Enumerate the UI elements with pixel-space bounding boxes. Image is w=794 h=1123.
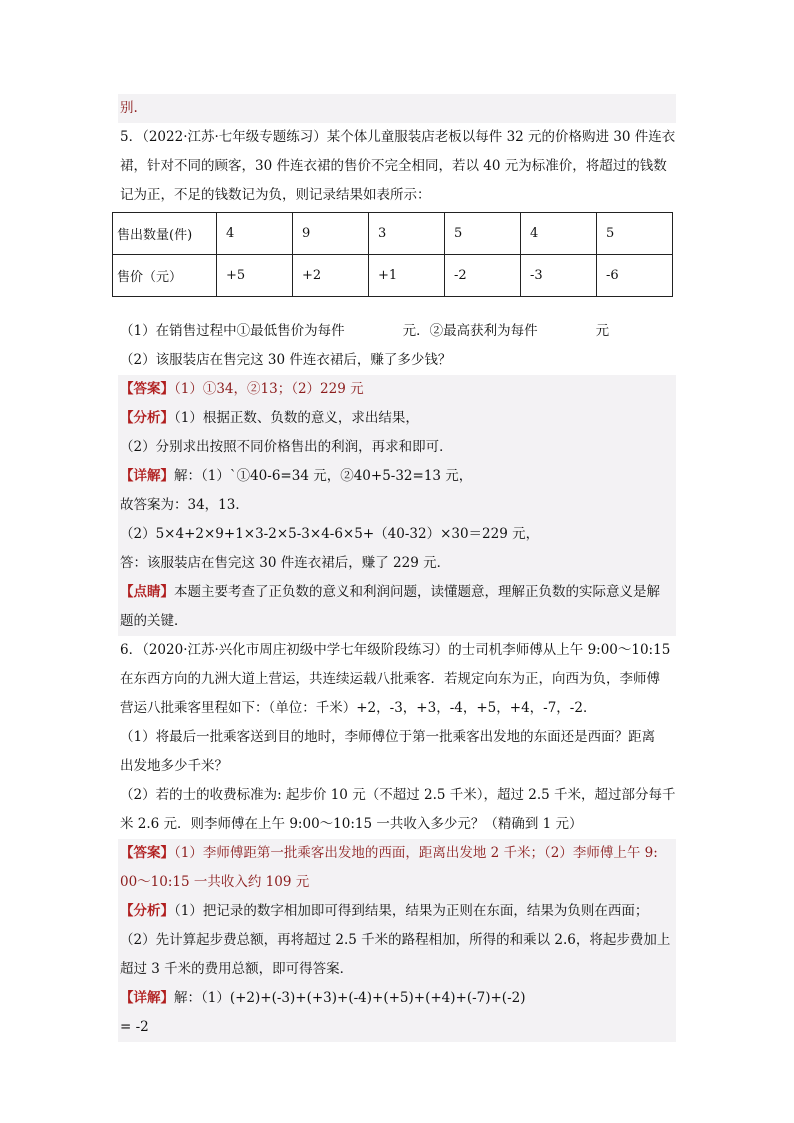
q6-stem-line: 在东西方向的九洲大道上营运，共连续运载八批乘客．若规定向东为正，向西为负，李师傅 <box>120 671 660 687</box>
q6-stem-line: 6．（2020·江苏·兴化市周庄初级中学七年级阶段练习）的士司机李师傅从上午 9:00～10:15 <box>120 642 671 658</box>
q5-stem-line: 5．（2022·江苏·七年级专题练习）某个体儿童服装店老板以每件 32 元的价格购进 30 件连衣 <box>120 129 676 145</box>
q5-analysis-line: （2）分别求出按照不同价格售出的利润，再求和即可． <box>120 439 453 455</box>
table-cell: -3 <box>521 255 597 297</box>
table-header-cell: 售出数量(件) <box>113 213 217 255</box>
q6-answer-line: 00～10:15 一共收入约 109 元 <box>120 874 310 890</box>
q6-analysis-line: （2）先计算起步费总额，再将超过 2.5 千米的路程相加，所得的和乘以 2.6，将起步费加上 <box>120 932 671 948</box>
q5-part1: （1）在销售过程中①最低售价为每件 元．②最高获利为每件 元 <box>120 323 610 339</box>
table-cell: 4 <box>521 213 597 255</box>
q5-detail: 【详解】解：（1）`①40-6=34 元，②40+5-32=13 元， <box>120 468 473 484</box>
table-cell: +1 <box>369 255 445 297</box>
q5-answer: 【答案】（1）①34，②13；（2）229 元 <box>120 381 364 397</box>
q5-detail-line: （2）5×4+2×9+1×3-2×5-3×4-6×5+（40-32）×30＝229 元， <box>120 526 540 542</box>
q5-detail-line: 答：该服装店在售完这 30 件连衣裙后，赚了 229 元． <box>120 555 451 571</box>
q5-solution-block <box>118 375 676 636</box>
q6-stem-line: 出发地多少千米？ <box>120 758 228 774</box>
q5-stem-line: 裙，针对不同的顾客，30 件连衣裙的售价不完全相同，若以 40 元为标准价，将超过的钱数 <box>120 158 667 174</box>
table-cell: +2 <box>293 255 369 297</box>
q6-detail: 【详解】解：（1）(+2)+(-3)+(+3)+(-4)+(+5)+(+4)+(-7)+(-2) <box>120 990 526 1006</box>
q6-analysis: 【分析】（1）把记录的数字相加即可得到结果，结果为正则在东面，结果为负则在西面； <box>120 903 649 919</box>
table-cell: 5 <box>445 213 521 255</box>
table-row <box>113 213 673 255</box>
table-header-cell: 售价（元） <box>113 255 217 297</box>
table-cell: -6 <box>597 255 673 297</box>
q5-analysis: 【分析】（1）根据正数、负数的意义，求出结果， <box>120 410 419 426</box>
table-cell: +5 <box>217 255 293 297</box>
q5-comment-line: 题的关键． <box>120 613 188 629</box>
q5-detail-line: 故答案为：34，13． <box>120 497 249 513</box>
document-page <box>118 94 676 1042</box>
table-cell: 4 <box>217 213 293 255</box>
q6-stem-line: （1）将最后一批乘客送到目的地时，李师傅位于第一批乘客出发地的东面还是西面？距离 <box>120 729 656 745</box>
q5-sales-table <box>112 212 673 297</box>
q6-analysis-line: 超过 3 千米的费用总额，即可得答案． <box>120 961 354 977</box>
q5-comment: 【点睛】本题主要考查了正负数的意义和利润问题，读懂题意，理解正负数的实际意义是解 <box>120 584 660 600</box>
q5-part2: （2）该服装店在售完这 30 件连衣裙后，赚了多少钱？ <box>120 352 452 368</box>
table-cell: 9 <box>293 213 369 255</box>
q6-stem-line: 米 2.6 元．则李师傅在上午 9:00～10:15 一共收入多少元？（精确到 1 元） <box>120 816 583 832</box>
top-fragment: 别. <box>118 94 676 123</box>
table-cell: 3 <box>369 213 445 255</box>
q6-solution-block <box>118 839 676 1042</box>
q5-stem-line: 记为正，不足的钱数记为负，则记录结果如表所示： <box>120 187 431 203</box>
table-cell: -2 <box>445 255 521 297</box>
q6-answer: 【答案】（1）李师傅距第一批乘客出发地的西面，距离出发地 2 千米；（2）李师傅上午 9: <box>120 845 658 861</box>
table-row <box>113 255 673 297</box>
q6-stem-line: （2）若的士的收费标准为: 起步价 10 元（不超过 2.5 千米），超过 2.5 千米，超过部分每千 <box>120 787 676 803</box>
q6-stem-line: 营运八批乘客里程如下：（单位：千米）+2，-3，+3，-4，+5，+4，-7，-2． <box>120 700 597 716</box>
q6-detail-line: = -2 <box>120 1019 149 1035</box>
table-cell: 5 <box>597 213 673 255</box>
